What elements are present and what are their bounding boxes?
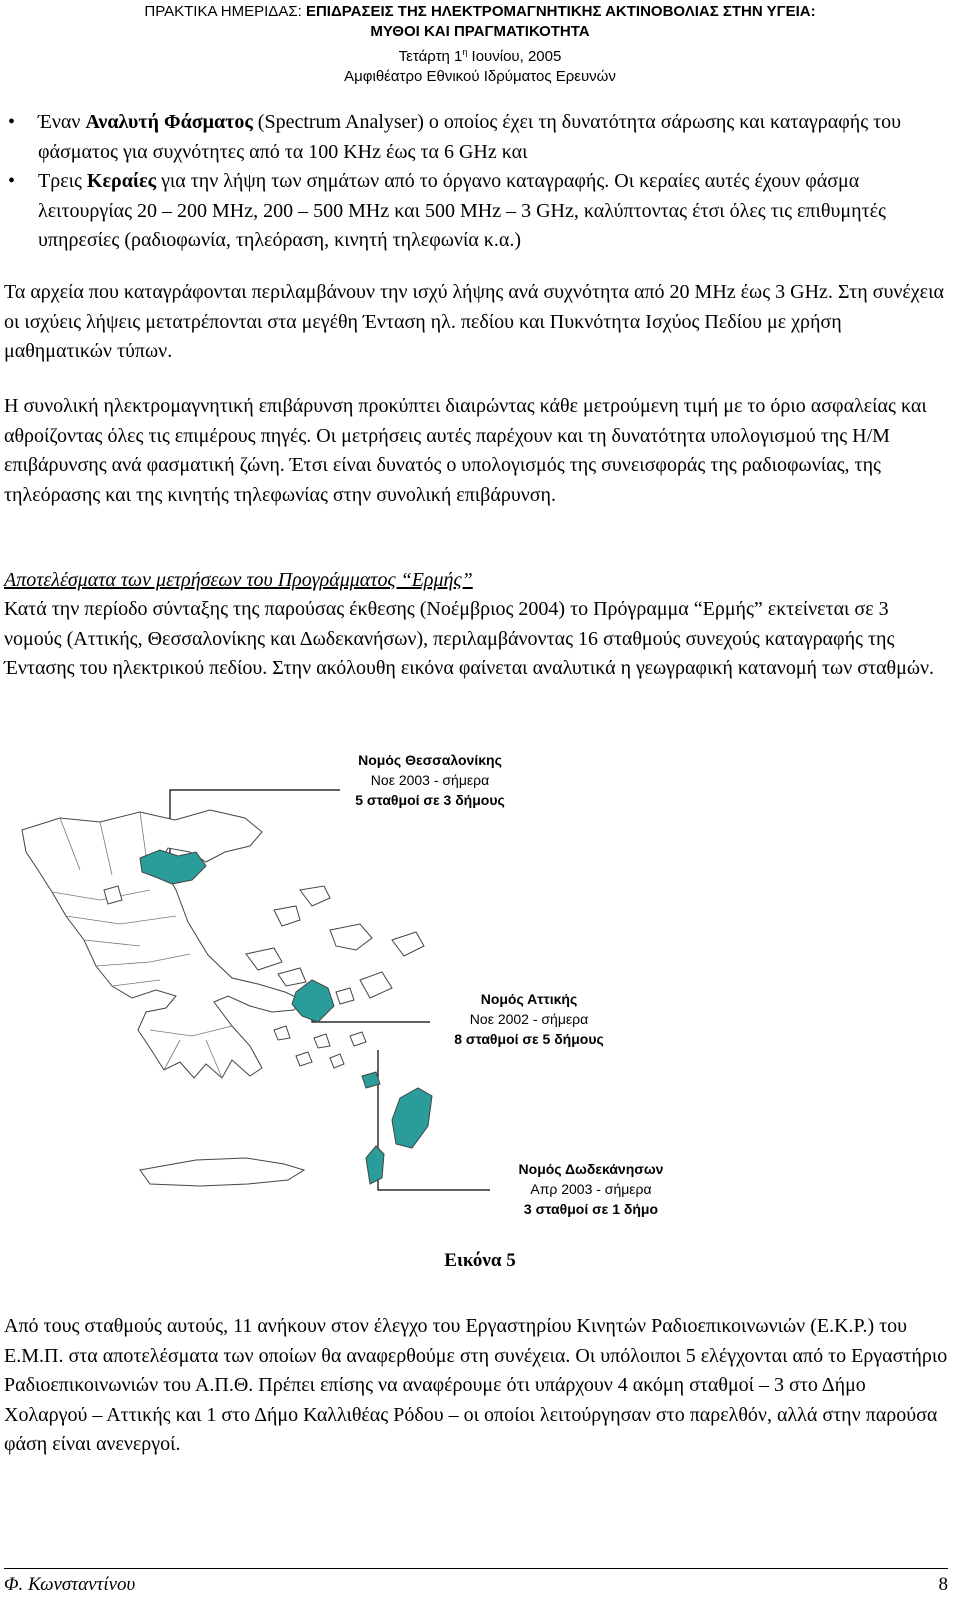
header-prefix: ΠΡΑΚΤΙΚΑ ΗΜΕΡΙΔΑΣ: <box>144 3 306 20</box>
footer-author: Φ. Κωνσταντίνου <box>4 1574 136 1595</box>
bullet-text: (Spectrum Analyser) ο οποίος έχει τη δυνατότητα σάρωσης και καταγραφής του φάσματος για συχνότητες από τα 100 KHz έως τα 6 GHz και <box>38 111 902 163</box>
paragraph: Τα αρχεία που καταγράφονται περιλαμβάνουν την ισχύ λήψης ανά συχνότητα από 20 MHz έως 3 GHz. Στη συνέχεια οι ισχύεις λήψεις μετατρέπονται στα μεγέθη Ένταση ηλ. πεδίου και Πυκνότητα Ισχύος Πεδίου με χρήση μαθηματικών τύπων. <box>4 281 944 362</box>
bullet-text: Έναν <box>38 111 86 133</box>
callout-period: Απρ 2003 - σήμερα <box>530 1181 652 1197</box>
header-subtitle: ΜΥΘΟΙ ΚΑΙ ΠΡΑΓΜΑΤΙΚΟΤΗΤΑ <box>370 23 590 40</box>
callout-period: Νοε 2002 - σήμερα <box>469 1011 589 1027</box>
page-header <box>0 0 960 87</box>
paragraph: Κατά την περίοδο σύνταξης της παρούσας έκθεσης (Νοέμβριος 2004) το Πρόγραμμα “Ερμής” εκτείνεται σε 3 νομούς (Αττικής, Θεσσαλονίκης και Δωδεκανήσων), περιλαμβάνοντας 16 σταθμούς συνεχούς καταγραφής της Έντασης του ηλεκτρικού πεδίου. Στην ακόλουθη εικόνα φαίνεται αναλυτικά η γεωγραφική κατανομή των σταθμών. <box>4 598 935 679</box>
header-title-line <box>0 2 960 22</box>
bullet-text: Τρεις <box>38 170 87 192</box>
footer-divider <box>4 1568 948 1569</box>
callout-dodecanese <box>496 1159 686 1219</box>
header-date <box>0 42 960 67</box>
kos-island <box>362 1072 380 1088</box>
callout-name: Νομός Αττικής <box>480 991 578 1007</box>
bullet-text: για την λήψη των σημάτων από το όργανο καταγραφής. Οι κεραίες αυτές έχουν φάσμα λειτουργίας 20 – 200 MHz, 200 – 500 MHz και 500 MHz – 3 GHz, καλύπτοντας έτσι όλες τις επιθυμητές υπηρεσίες (ραδιοφωνία, τηλεόραση, κινητή τηλεφωνία κ.α.) <box>38 170 886 251</box>
section-title: Αποτελέσματα των μετρήσεων του Προγράμματος “Ερμής” <box>4 569 473 591</box>
header-venue: Αμφιθέατρο Εθνικού Ιδρύματος Ερευνών <box>344 68 616 85</box>
attiki-prefecture <box>292 980 334 1022</box>
bullet-term: Κεραίες <box>86 170 157 192</box>
equipment-list <box>4 108 948 256</box>
stations-map-figure <box>0 740 960 1250</box>
callout-period: Νοε 2003 - σήμερα <box>370 772 490 788</box>
header-date-sup: η <box>462 47 468 57</box>
callout-stations: 3 σταθμοί σε 1 δήμο <box>523 1201 659 1217</box>
bullet-term: Αναλυτή Φάσματος <box>85 111 253 133</box>
callout-stations: 8 σταθμοί σε 5 δήμους <box>454 1031 604 1047</box>
karpathos-island <box>366 1146 384 1184</box>
crete-island <box>140 1158 304 1186</box>
paragraph: Η συνολική ηλεκτρομαγνητική επιβάρυνση προκύπτει διαιρώντας κάθε μετρούμενη τιμή με το όριο ασφαλείας και αθροίζοντας όλες τις επιμέρους πηγές. Οι μετρήσεις αυτές παρέχουν και τη δυνατότητα υπολογισμού της Η/Μ επιβάρυνσης ανά φασματική ζώνη. Έτσι είναι δυνατός ο υπολογισμός της συνεισφοράς της ραδιοφωνίας, της τηλεόρασης και της κινητής τηλεφωνίας στην συνολική επιβάρυνση. <box>4 395 927 506</box>
header-title: ΕΠΙΔΡΑΣΕΙΣ ΤΗΣ ΗΛΕΚΤΡΟΜΑΓΝΗΤΙΚΗΣ ΑΚΤΙΝΟΒΟΛΙΑΣ ΣΤΗΝ ΥΓΕΙΑ: <box>305 3 816 20</box>
page-number: 8 <box>938 1574 948 1595</box>
rhodes-island <box>392 1088 432 1148</box>
header-date-text: Τετάρτη 1 <box>398 48 463 65</box>
header-date-suffix: Ιουνίου, 2005 <box>467 48 562 65</box>
list-item <box>4 167 948 256</box>
figure-caption: Εικόνα 5 <box>444 1250 516 1271</box>
list-item <box>4 108 948 167</box>
callout-thessaloniki <box>330 750 530 810</box>
callout-name: Νομός Θεσσαλονίκης <box>358 752 502 768</box>
callout-stations: 5 σταθμοί σε 3 δήμους <box>355 792 505 808</box>
callout-attiki <box>434 989 624 1049</box>
paragraph: Από τους σταθμούς αυτούς, 11 ανήκουν στον έλεγχο του Εργαστηρίου Κινητών Ραδιοεπικοινωνιών (Ε.Κ.Ρ.) του Ε.Μ.Π. στα αποτελέσματα των οποίων θα αναφερθούμε στη συνέχεια. Οι υπόλοιποι 5 ελέγχονται από το Εργαστήριο Ραδιοεπικοινωνιών του Α.Π.Θ. Πρέπει επίσης να αναφέρουμε ότι υπάρχουν 4 ακόμη σταθμοί – 3 στο Δήμο Χολαργού – Αττικής και 1 στο Δήμο Καλλιθέας Ρόδου – οι οποίοι λειτούργησαν στο παρελθόν, αλλά στην παρούσα φάση είναι ανενεργοί. <box>4 1315 948 1455</box>
callout-name: Νομός Δωδεκάνησων <box>518 1161 664 1177</box>
